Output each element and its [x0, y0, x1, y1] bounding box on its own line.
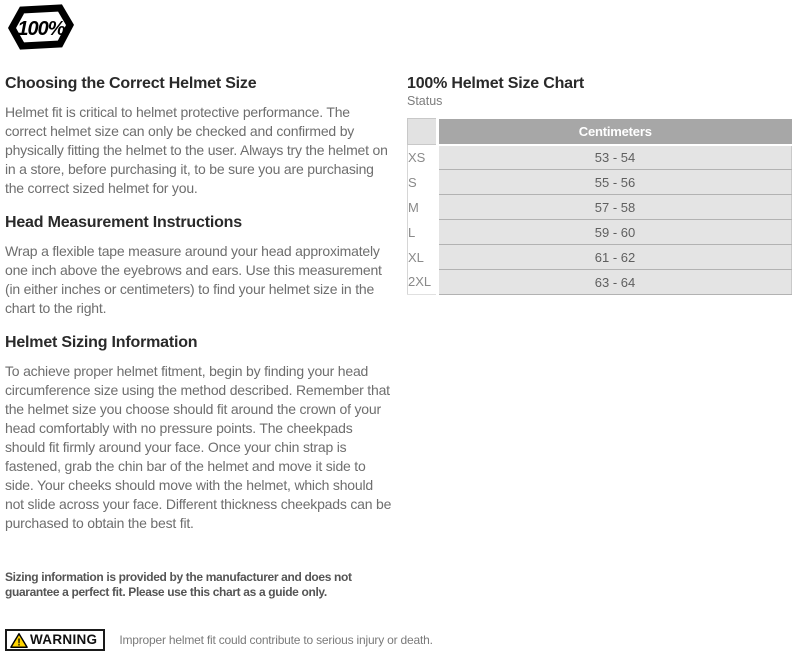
table-row — [408, 270, 792, 295]
svg-text:!: ! — [17, 636, 21, 648]
size-label: 2XL — [408, 270, 438, 295]
centimeters-header: Centimeters — [438, 119, 792, 145]
disclaimer-text: Sizing information is provided by the manufacturer and does not guarantee a perfect fit. Please use this chart as a guide only. — [5, 570, 352, 599]
size-label: XS — [408, 145, 438, 170]
table-row — [408, 245, 792, 270]
section-choosing-size — [5, 75, 393, 198]
size-label: S — [408, 170, 438, 195]
size-label: XL — [408, 245, 438, 270]
table-row — [408, 170, 792, 195]
table-row — [408, 220, 792, 245]
section-heading: Helmet Sizing Information — [5, 334, 198, 351]
corner-cell — [408, 119, 438, 145]
section-body: Helmet fit is critical to helmet protective performance. The correct helmet size can only be checked and confirmed by physically fitting the helmet to the user. Always try the helmet on in a store, before purchasing it, to be sure you are purchasing the correct sized helmet for you. — [5, 104, 388, 196]
table-header-row — [408, 119, 792, 145]
section-body: To achieve proper helmet fitment, begin by finding your head circumference size using the method described. Remember that the helmet size you choose should fit around the crown of your head comfortably with no pressure points. The cheekpads should fit firmly around your face. Once your chin strap is fastened, grab the chin bar of the helmet and move it side to side. Your cheeks should move with the helmet, which should not slide across your face. Different thickness cheekpads can be purchased to obtain the best fit. — [5, 363, 392, 531]
section-head-measurement — [5, 214, 393, 318]
table-row — [408, 145, 792, 170]
cm-value: 61 - 62 — [438, 245, 792, 270]
right-column — [407, 75, 792, 295]
logo-text: 100% — [17, 18, 65, 40]
section-sizing-information — [5, 334, 393, 533]
cm-value: 57 - 58 — [438, 195, 792, 220]
warning-badge — [5, 629, 105, 651]
section-heading: Head Measurement Instructions — [5, 214, 242, 231]
table-row — [408, 195, 792, 220]
status-label: Status — [407, 94, 443, 108]
size-chart-table — [407, 118, 792, 295]
brand-logo — [8, 4, 74, 50]
cm-value: 55 - 56 — [438, 170, 792, 195]
section-body: Wrap a flexible tape measure around your head approximately one inch above the eyebrows and ears. Use this measurement (in either inches or centimeters) to find your helmet size in the chart to the right. — [5, 243, 382, 316]
cm-value: 59 - 60 — [438, 220, 792, 245]
hexagon-badge-icon — [8, 4, 74, 50]
size-label: L — [408, 220, 438, 245]
cm-value: 63 - 64 — [438, 270, 792, 295]
warning-row — [5, 629, 433, 651]
warning-triangle-icon — [10, 632, 28, 649]
warning-label: WARNING — [30, 632, 98, 647]
warning-text: Improper helmet fit could contribute to serious injury or death. — [119, 633, 433, 647]
size-chart-title: 100% Helmet Size Chart — [407, 75, 585, 92]
section-heading: Choosing the Correct Helmet Size — [5, 75, 257, 92]
left-column — [5, 75, 393, 549]
size-label: M — [408, 195, 438, 220]
cm-value: 53 - 54 — [438, 145, 792, 170]
